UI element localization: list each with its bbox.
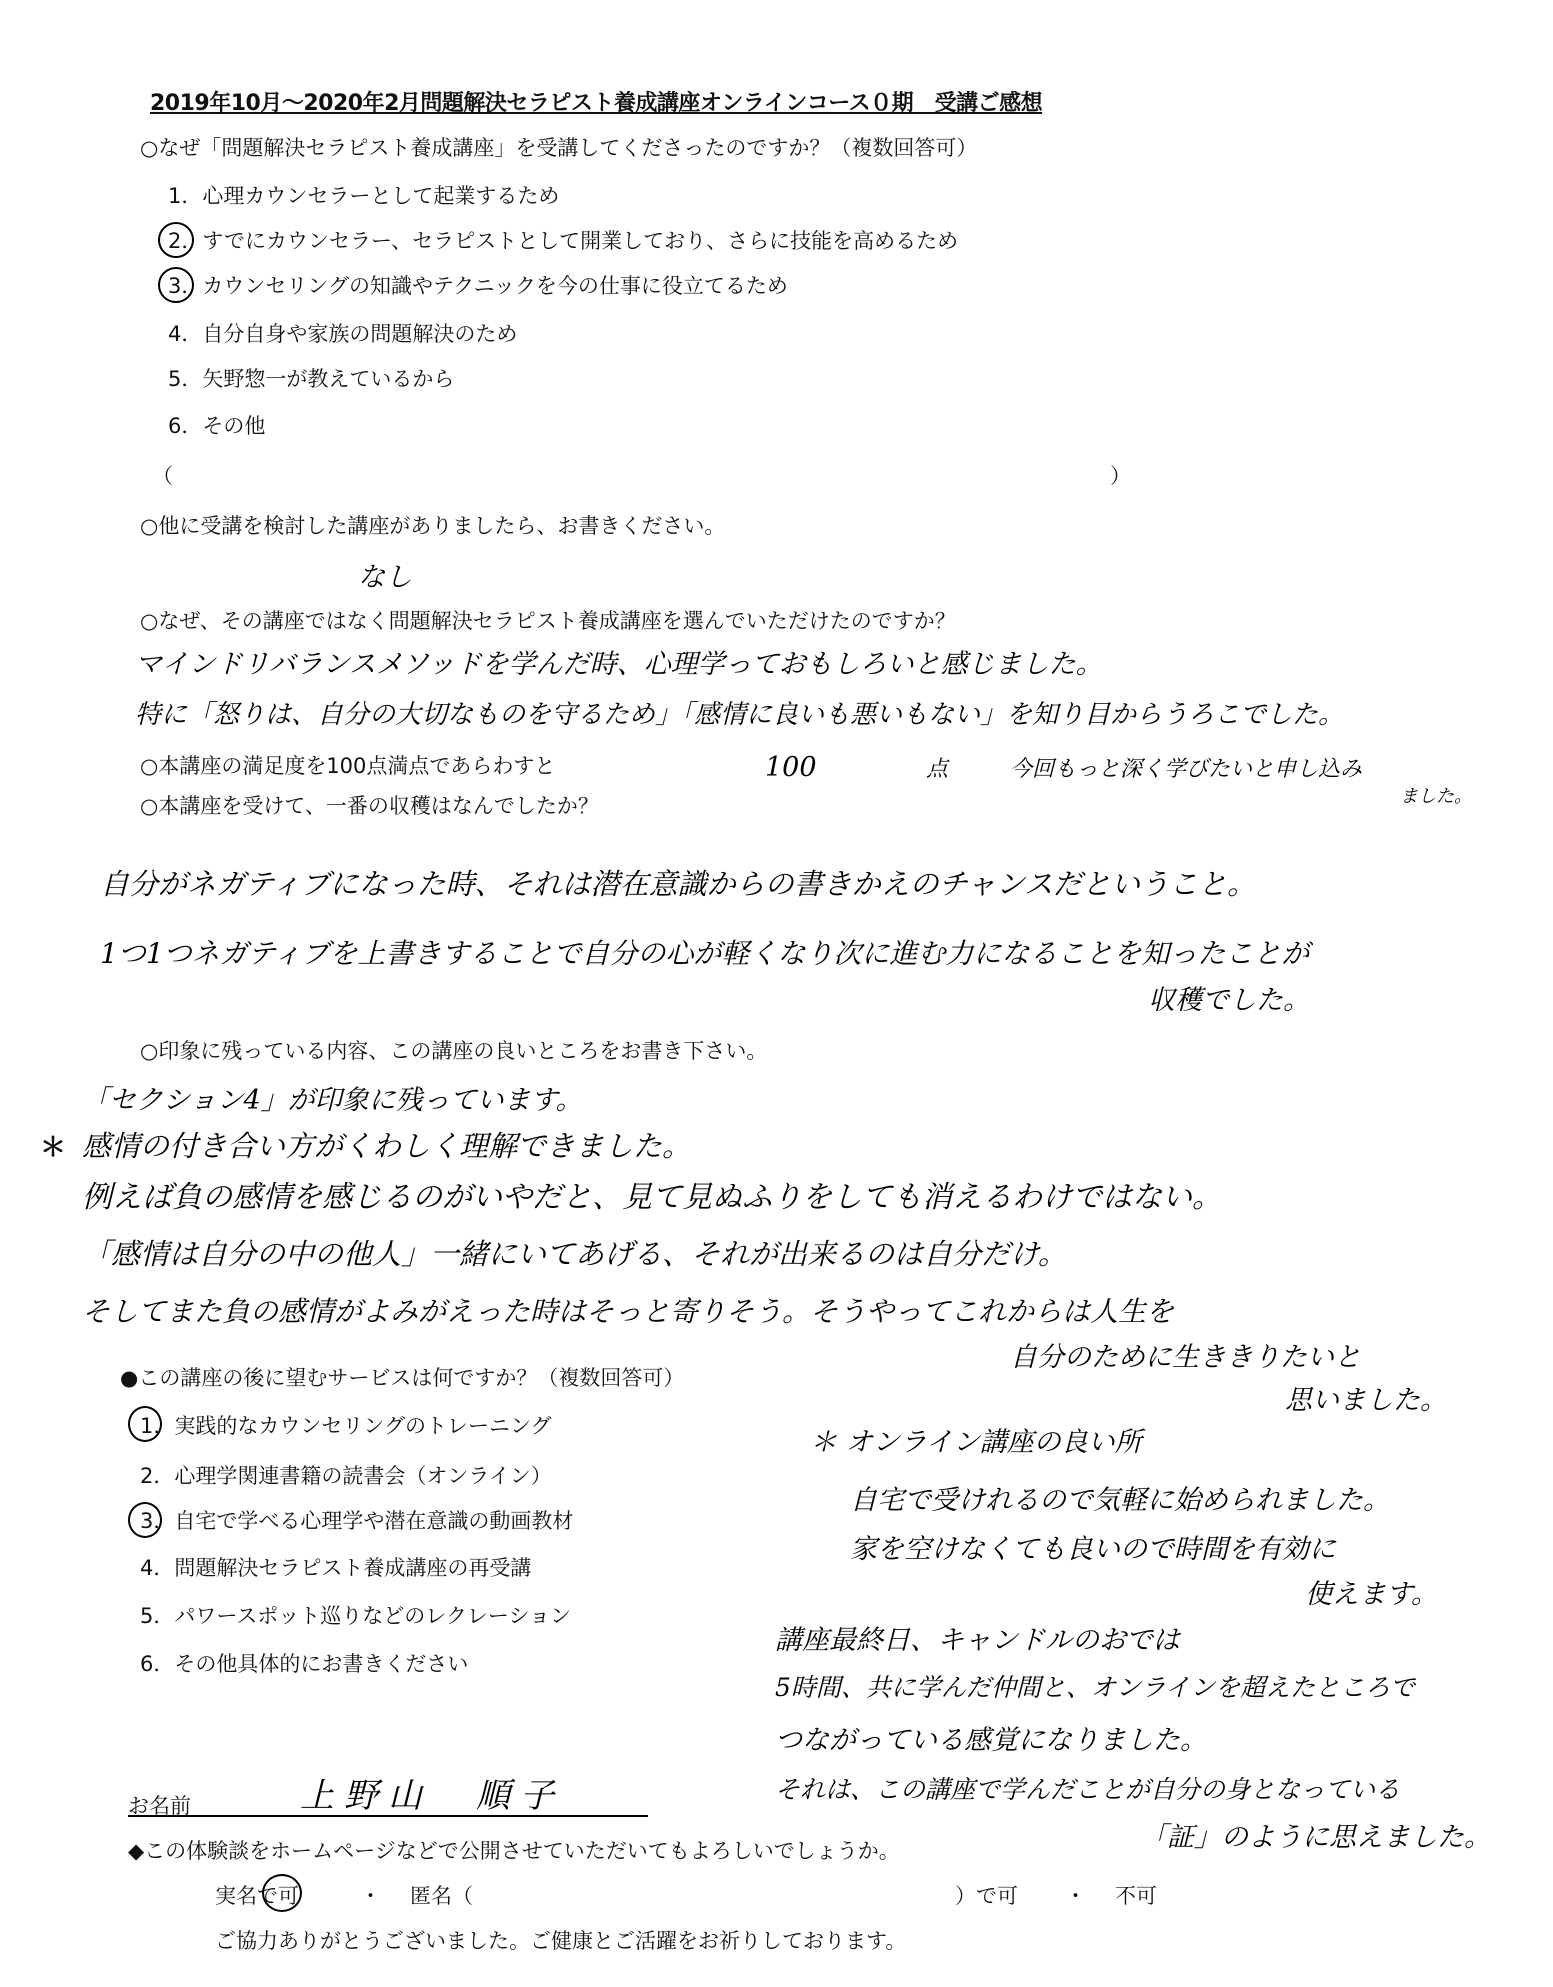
publish-separator: ・ [1065,1884,1086,1908]
answer-gain-line: 収穫でした。 [1148,985,1310,1016]
question-impressions: ○印象に残っている内容、この講座の良いところをお書き下さい。 [140,1039,768,1063]
document-title: 2019年10月～2020年2月問題解決セラピスト養成講座オンラインコース０期 受講ご感想 [150,91,1043,116]
selected-circle-mark [158,267,194,303]
service-option-5: 5．パワースポット巡りなどのレクレーション [140,1604,572,1628]
online-note-line: 講座最終日、キャンドルのおでは [775,1625,1180,1656]
online-note-line: 「証」のように思えました。 [1140,1822,1491,1853]
online-note-line: それは、この講座で学んだことが自分の身となっている [775,1775,1401,1804]
answer-impression-line: 感情の付き合い方がくわしく理解できました。 [82,1129,692,1163]
question-biggest-gain: ○本講座を受けて、一番の収穫はなんでしたか？ [140,794,599,818]
online-note-line: 使えます。 [1305,1579,1438,1610]
other-paren-open: （ [152,464,173,488]
satisfaction-comment: 今回もっと深く学びたいと申し込み [1010,757,1363,782]
service-option-1: 1．実践的なカウンセリングのトレーニング [140,1414,552,1438]
reason-option-6: 6．その他 [168,414,266,438]
satisfaction-comment-cont: ました。 [1400,786,1472,807]
question-desired-services: ●この講座の後に望むサービスは何ですか？（複数回答可） [120,1366,685,1390]
publish-option-anonymous: 匿名（ [410,1884,473,1908]
service-option-6: 6．その他具体的にお書きください [140,1652,469,1676]
answer-gain-line: 自分がネガティブになった時、それは潜在意識からの書きかえのチャンスだということ。 [100,867,1256,901]
selected-circle-mark [128,1406,162,1442]
online-note-line: 自宅で受けれるので気軽に始められました。 [850,1485,1390,1516]
online-note-line: 5時間、共に学んだ仲間と、オンラインを超えたところで [775,1673,1415,1702]
satisfaction-score: 100 [765,752,817,783]
selected-circle-mark [158,222,194,258]
other-paren-close: ） [1110,464,1131,488]
service-option-2: 2．心理学関連書籍の読書会（オンライン） [140,1464,552,1488]
selected-circle-mark [262,1874,302,1912]
publish-separator: ・ [360,1884,381,1908]
star-mark: ＊ [40,1133,67,1163]
reason-option-4: 4．自分自身や家族の問題解決のため [168,322,518,346]
publish-option-not-allowed: 不可 [1115,1884,1157,1908]
reason-option-2: 2．すでにカウンセラー、セラピストとして開業しており、さらに技能を高めるため [168,229,959,253]
publish-option-real-name: 実名で可 [215,1884,299,1908]
reason-option-3: 3．カウンセリングの知識やテクニックを今の仕事に役立てるため [168,274,788,298]
online-note-line: 家を空けなくても良いので時間を有効に [850,1534,1336,1565]
name-value: 上野山 順子 [300,1776,564,1816]
answer-impression-line: 例えば負の感情を感じるのがいやだと、見て見ぬふりをしても消えるわけではない。 [82,1180,1222,1215]
satisfaction-unit: 点 [926,757,949,782]
service-option-4: 4．問題解決セラピスト養成講座の再受講 [140,1556,532,1580]
answer-impression-line: 自分のために生ききりたいと [1010,1342,1361,1373]
answer-impression-line: 思いました。 [1285,1385,1447,1416]
closing-thanks: ご協力ありがとうございました。ご健康とご活躍をお祈りしております。 [215,1929,907,1953]
online-note-line: つながっている感覚になりました。 [775,1725,1207,1756]
name-label: お名前 [128,1794,191,1818]
publish-question: ◆この体験談をホームページなどで公開させていただいてもよろしいでしょうか。 [128,1839,900,1863]
answer-impression-line: 「セクション4」が印象に残っています。 [82,1085,583,1116]
question-reason: ○なぜ「問題解決セラピスト養成講座」を受講してくださったのですか？（複数回答可） [140,136,978,160]
question-why-chosen: ○なぜ、その講座ではなく問題解決セラピスト養成講座を選んでいただけたのですか？ [140,609,956,633]
reason-option-5: 5．矢野惣一が教えているから [168,367,455,391]
question-satisfaction: ○本講座の満足度を100点満点であらわすと [140,754,556,778]
answer-why-chosen-line: 特に「怒りは、自分の大切なものを守るため」「感情に良いも悪いもない」を知り目からうろこでした。 [135,700,1345,730]
answer-why-chosen-line: マインドリバランスメソッドを学んだ時、心理学っておもしろいと感じました。 [135,649,1103,680]
publish-option-anonymous-ok: ）で可 [955,1884,1018,1908]
reason-option-1: 1．心理カウンセラーとして起業するため [168,184,560,208]
selected-circle-mark [128,1502,162,1538]
answer-impression-line: そしてまた負の感情がよみがえった時はそっと寄りそう。そうやってこれからは人生を [82,1295,1175,1328]
answer-impression-line: 「感情は自分の中の他人」一緒にいてあげる、それが出来るのは自分だけ。 [82,1237,1067,1271]
answer-gain-line: 1つ1つネガティブを上書きすることで自分の心が軽くなり次に進む力になることを知ったことが [100,937,1310,970]
service-option-3: 3．自宅で学べる心理学や潜在意識の動画教材 [140,1509,574,1533]
answer-other-courses: なし [358,562,412,593]
online-note-heading: ＊ オンライン講座の良い所 [810,1427,1142,1458]
question-other-courses: ○他に受講を検討した講座がありましたら、お書きください。 [140,514,726,538]
name-underline [128,1815,648,1817]
